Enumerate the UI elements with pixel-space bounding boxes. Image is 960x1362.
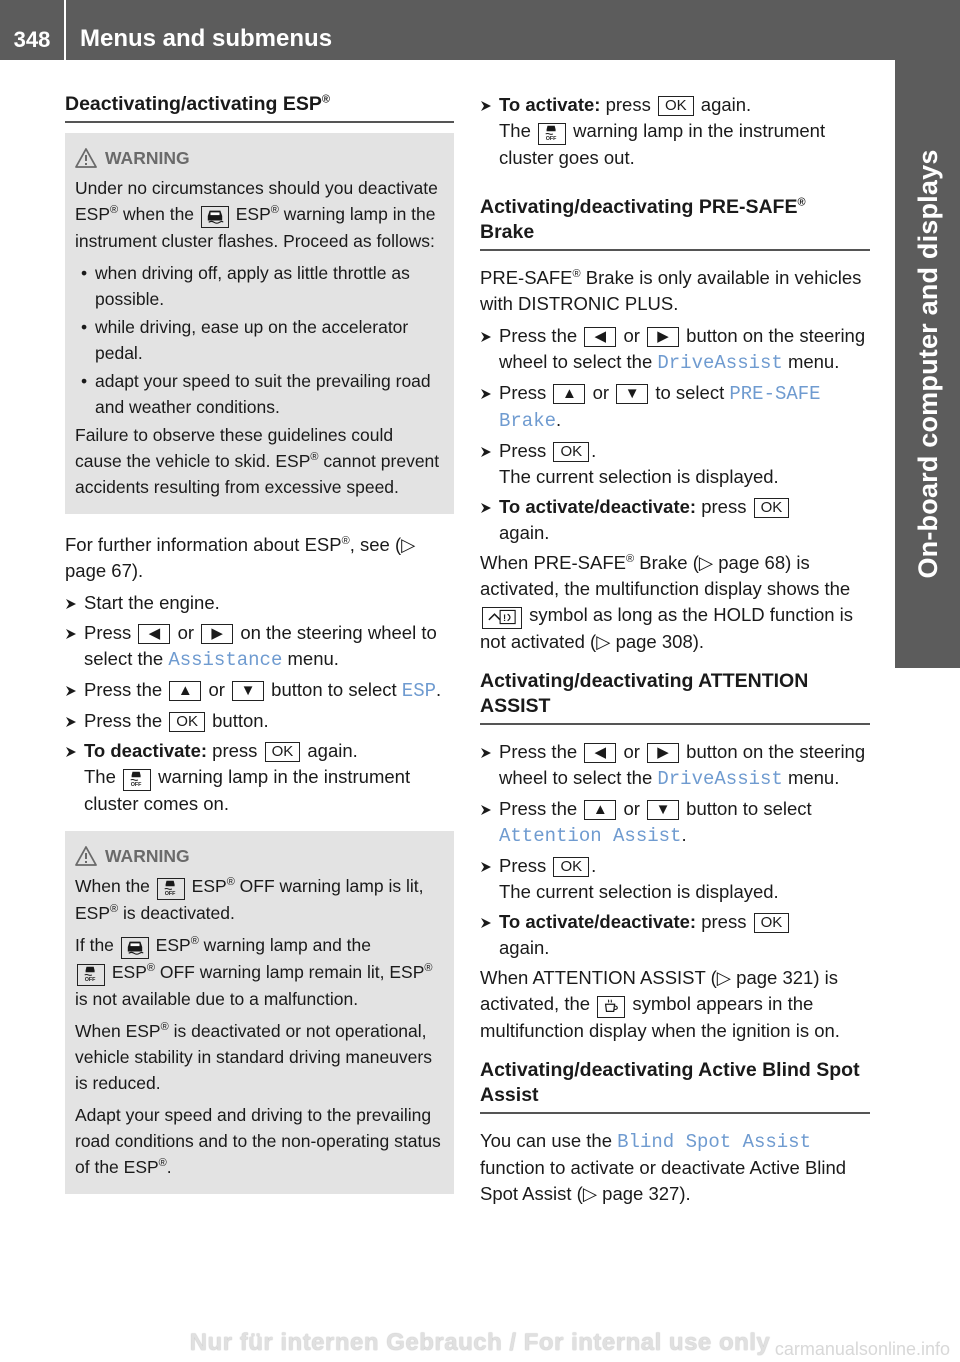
ok-key-icon: OK	[754, 913, 790, 933]
warning-text: When the ESP® OFF warning lamp is lit, ESP® is deactivated.	[75, 876, 424, 923]
attention-assist-heading: Activating/deactivating ATTENTION ASSIST	[480, 669, 870, 725]
footer-notice: Nur für internen Gebrauch / For internal use only	[189, 1329, 771, 1356]
registered-mark: ®	[321, 93, 330, 106]
arrow-icon	[65, 628, 77, 640]
info-text: For further information about ESP®, see (▷ page 67).	[65, 534, 416, 581]
left-key-icon: ◀	[138, 624, 170, 644]
ok-key-icon: OK	[265, 742, 301, 762]
side-tab-label: On-board computer and displays	[913, 149, 943, 579]
instruction-step: To deactivate: press OK again. The warning lamp in the instrument cluster comes on.	[65, 738, 454, 817]
arrow-icon	[480, 502, 492, 514]
esp-warning-lamp-icon	[121, 937, 149, 959]
arrow-icon	[480, 446, 492, 458]
page-title: Menus and submenus	[80, 25, 333, 52]
warning-box-1	[65, 133, 454, 514]
instruction-step: Press OK . The current selection is displayed.	[480, 438, 870, 490]
info-text: When PRE-SAFE® Brake (▷ page 68) is activated, the multifunction display shows the symbol as long as the HOLD function is not activated (▷ page 308).	[480, 552, 854, 652]
warning-title-text: WARNING	[105, 846, 190, 866]
left-key-icon: ◀	[584, 327, 616, 347]
up-key-icon: ▲	[169, 681, 201, 701]
page-number: 348	[13, 27, 51, 52]
warning-text: When ESP® is deactivated or not operational, vehicle stability in standard driving maneuvers is reduced.	[75, 1021, 432, 1093]
instruction-step: Press the ▲ or ▼ button to select Attention Assist.	[480, 796, 870, 849]
menu-name: Blind Spot Assist	[617, 1131, 811, 1153]
warning-bullet: • when driving off, apply as little throttle as possible.	[75, 260, 444, 312]
menu-name: ESP	[401, 680, 437, 702]
warning-title	[75, 145, 444, 171]
up-key-icon: ▲	[553, 384, 585, 404]
pre-safe-heading: Activating/deactivating PRE-SAFE® Brake	[480, 195, 870, 251]
instruction-step: Press the OK button.	[65, 708, 454, 734]
warning-text: Under no circumstances should you deactivate ESP® when the ESP® warning lamp in the instrument cluster flashes. Proceed as follows:	[75, 178, 438, 251]
arrow-icon	[480, 861, 492, 873]
info-text: When ATTENTION ASSIST (▷ page 321) is activated, the symbol appears in the multifunction display when the ignition is on.	[480, 967, 840, 1041]
arrow-icon	[480, 917, 492, 929]
instruction-step: Press the ◀ or ▶ button on the steering wheel to select the DriveAssist menu.	[480, 323, 870, 376]
ok-key-icon: OK	[553, 442, 589, 462]
arrow-icon	[65, 746, 77, 758]
blind-spot-heading: Activating/deactivating Active Blind Spot Assist	[480, 1058, 870, 1114]
ok-key-icon: OK	[169, 712, 205, 732]
warning-box-2	[65, 831, 454, 1194]
down-key-icon: ▼	[232, 681, 264, 701]
instruction-step: Press the ◀ or ▶ button on the steering wheel to select the DriveAssist menu.	[480, 739, 870, 792]
pre-safe-brake-icon	[482, 607, 522, 629]
arrow-icon	[480, 331, 492, 343]
warning-triangle-icon	[75, 148, 97, 168]
up-key-icon: ▲	[584, 800, 616, 820]
menu-name: PRE-SAFE Brake	[499, 383, 821, 432]
warning-text: Failure to observe these guidelines could cause the vehicle to skid. ESP® cannot prevent accidents resulting from excessive speed.	[75, 425, 440, 497]
arrow-icon	[480, 388, 492, 400]
warning-bullet: • adapt your speed to suit the prevailing road and weather conditions.	[75, 368, 444, 420]
esp-heading	[65, 92, 454, 123]
ok-key-icon: OK	[754, 498, 790, 518]
left-column	[65, 92, 454, 1212]
warning-title-text: WARNING	[105, 148, 190, 168]
arrow-icon	[480, 100, 492, 112]
right-column	[480, 92, 870, 1213]
info-text: You can use the Blind Spot Assist function to activate or deactivate Active Blind Spot Assist (▷ page 327).	[480, 1130, 847, 1204]
watermark: carmanualsonline.info	[774, 1339, 950, 1359]
warning-triangle-icon	[75, 846, 97, 866]
esp-off-lamp-icon	[123, 769, 151, 791]
instruction-step: Press the ▲ or ▼ button to select ESP.	[65, 677, 454, 704]
info-text: PRE-SAFE® Brake is only available in vehicles with DISTRONIC PLUS.	[480, 267, 862, 314]
instruction-step: To activate/deactivate: press OK again.	[480, 494, 870, 546]
warning-text: Adapt your speed and driving to the prevailing road conditions and to the non-operating status of the ESP®.	[75, 1105, 441, 1177]
esp-off-lamp-icon	[157, 878, 185, 900]
ok-key-icon: OK	[658, 96, 694, 116]
instruction-step: To activate: press OK again. The warning lamp in the instrument cluster goes out.	[480, 92, 870, 171]
arrow-icon	[65, 685, 77, 697]
arrow-icon	[65, 716, 77, 728]
instruction-step: Press OK . The current selection is displayed.	[480, 853, 870, 905]
menu-name: DriveAssist	[657, 352, 783, 374]
arrow-icon	[65, 598, 77, 610]
right-key-icon: ▶	[647, 327, 679, 347]
arrow-icon	[480, 747, 492, 759]
left-key-icon: ◀	[584, 743, 616, 763]
right-key-icon: ▶	[647, 743, 679, 763]
instruction-step: Press ◀ or ▶ on the steering wheel to select the Assistance menu.	[65, 620, 454, 673]
instruction-step: Press ▲ or ▼ to select PRE-SAFE Brake.	[480, 380, 870, 434]
menu-name: Assistance	[168, 649, 283, 671]
header-bar	[0, 0, 960, 60]
right-key-icon: ▶	[201, 624, 233, 644]
down-key-icon: ▼	[616, 384, 648, 404]
ok-key-icon: OK	[553, 857, 589, 877]
coffee-cup-icon	[597, 996, 625, 1018]
esp-off-lamp-icon	[77, 964, 105, 986]
instruction-step: To activate/deactivate: press OK again.	[480, 909, 870, 961]
down-key-icon: ▼	[647, 800, 679, 820]
arrow-icon	[480, 804, 492, 816]
esp-heading-text: Deactivating/activating ESP	[65, 93, 322, 115]
warning-text: If the ESP® warning lamp and the ESP® OFF warning lamp remain lit, ESP® is not available due to a malfunction.	[75, 935, 433, 1009]
warning-bullet: • while driving, ease up on the accelerator pedal.	[75, 314, 444, 366]
instruction-step: Start the engine.	[65, 590, 454, 616]
header-divider	[64, 0, 66, 60]
esp-warning-lamp-icon	[201, 206, 229, 228]
menu-name: Attention Assist	[499, 825, 682, 847]
menu-name: DriveAssist	[657, 768, 783, 790]
esp-off-lamp-icon	[538, 123, 566, 145]
warning-title	[75, 843, 444, 869]
